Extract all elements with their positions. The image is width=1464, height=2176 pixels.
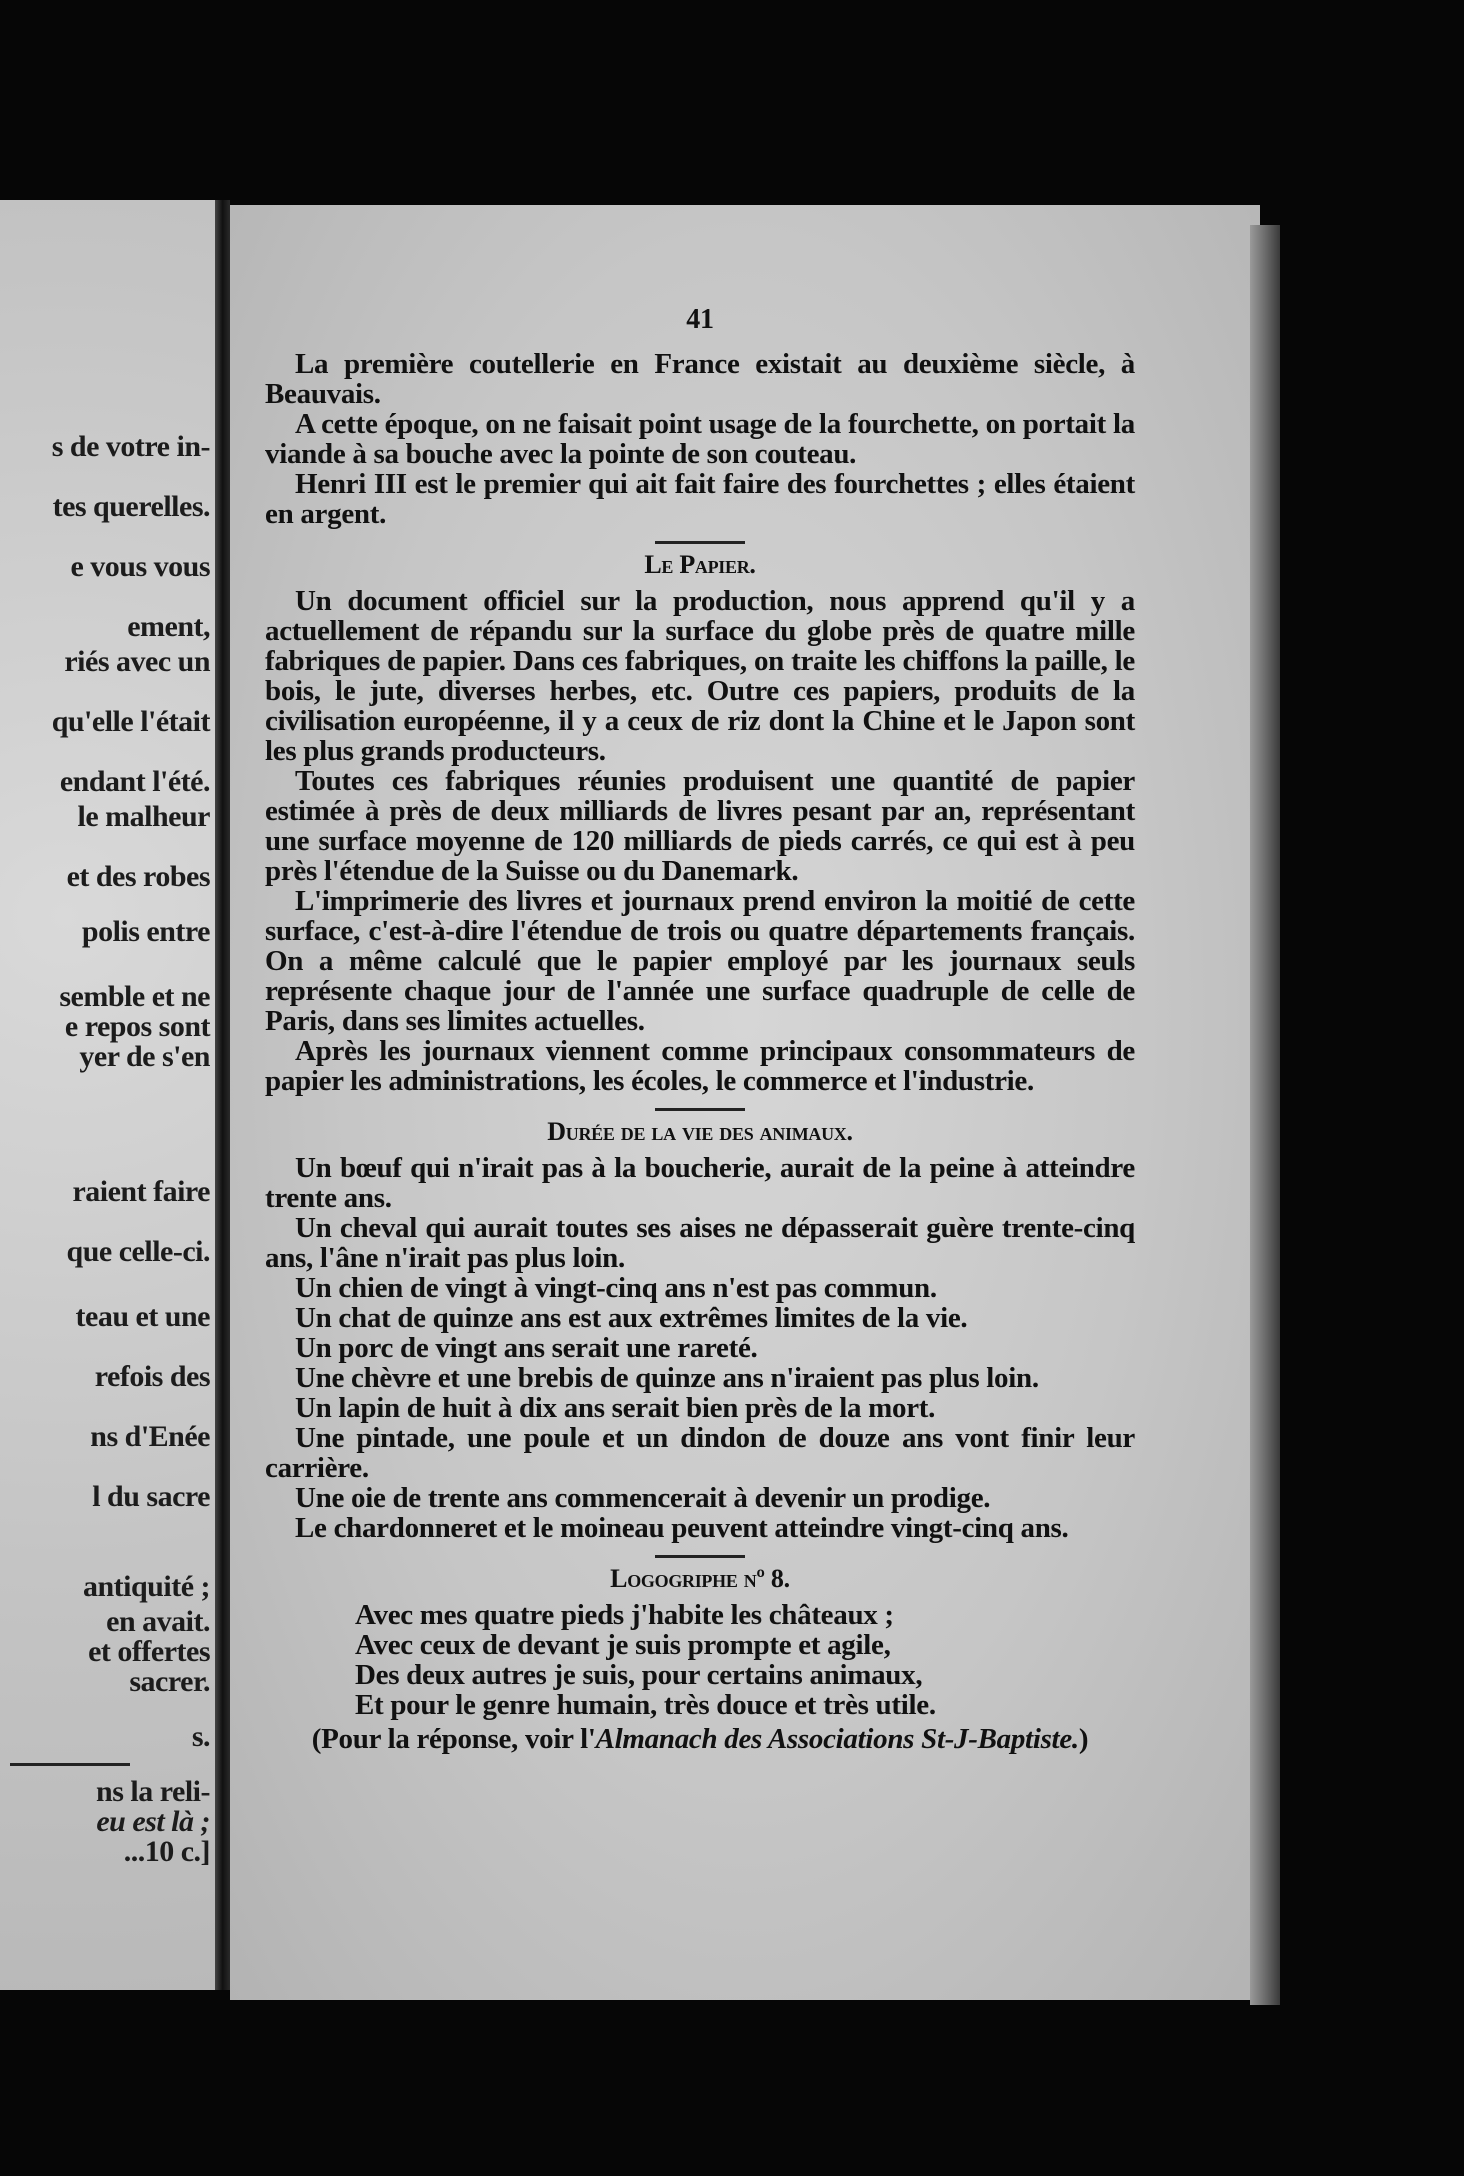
book-gutter [215,200,230,1990]
left-line: e vous vous [70,550,210,583]
left-line: tes querelles. [52,490,210,523]
paragraph: Un chat de quinze ans est aux extrêmes limites de la vie. [295,1302,968,1334]
page-edge [1250,225,1280,2005]
page-number: 41 [686,304,714,335]
poem-line: Avec ceux de devant je suis prompte et agile, [355,1629,891,1661]
left-line: teau et une [75,1300,210,1333]
left-line: l du sacre [92,1480,210,1513]
answer-reference [265,1724,1135,1754]
paragraph: Un document officiel sur la production, nous apprend qu'il y a actuellement de répandu sur la surface du globe près de quatre mille fabriques de papier. Dans ces fabriques, on traite les chiffons la paille, le bois, le jute, diverses herbes, etc. Outre ces papiers, produits de la civilisation européenne, il y a ceux de riz dont la Chine et le Japon sont les plus grands producteurs. [265,585,1135,767]
answer-prefix: (Pour la réponse, voir l' [311,1723,596,1755]
page-content [265,305,1135,1754]
left-line: yer de s'en [79,1040,210,1073]
poem-line: Et pour le genre humain, très douce et très utile. [355,1689,936,1721]
paragraph: Une chèvre et une brebis de quinze ans n'iraient pas plus loin. [295,1362,1039,1394]
left-line: en avait. [106,1605,210,1638]
paragraph: Un porc de vingt ans serait une rareté. [295,1332,758,1364]
section-title: Durée de la vie des animaux. [547,1117,853,1146]
left-line: sacrer. [129,1665,210,1698]
answer-suffix: ) [1078,1723,1089,1755]
section-rule [655,1108,745,1111]
left-line: s de votre in- [51,430,210,463]
section-rule [655,541,745,544]
poem-line: Des deux autres je suis, pour certains animaux, [355,1659,923,1691]
poem-line: Avec mes quatre pieds j'habite les châteaux ; [355,1599,894,1631]
left-line: le malheur [77,800,210,833]
left-line: polis entre [81,915,210,948]
poem [355,1600,1135,1720]
left-line: e repos sont [64,1010,210,1043]
left-line: et des robes [66,860,210,893]
section-title: Logogriphe nº 8. [610,1564,790,1593]
left-line: qu'elle l'était [51,705,210,738]
answer-title: Almanach des Associations St-J-Baptiste. [595,1723,1079,1755]
left-line: riés avec un [64,645,210,678]
paragraph: Après les journaux viennent comme principaux consommateurs de papier les administrations, les écoles, le commerce et l'industrie. [265,1035,1135,1097]
paragraph: La première coutellerie en France existait au deuxième siècle, à Beauvais. [265,348,1135,410]
left-line: ement, [127,610,210,643]
left-line: semble et ne [59,980,210,1013]
left-rule [10,1763,130,1766]
paragraph: A cette époque, on ne faisait point usage de la fourchette, on portait la viande à sa bouche avec la pointe de son couteau. [265,408,1135,470]
left-line: ...10 c.] [123,1835,210,1868]
paragraph: Un chien de vingt à vingt-cinq ans n'est pas commun. [295,1272,937,1304]
paragraph: Une pintade, une poule et un dindon de douze ans vont finir leur carrière. [265,1422,1135,1484]
left-page-fragment [0,200,215,1990]
paragraph: Un lapin de huit à dix ans serait bien près de la mort. [295,1392,936,1424]
left-line: raient faire [72,1175,210,1208]
left-line: s. [191,1720,210,1753]
paragraph: Une oie de trente ans commencerait à devenir un prodige. [295,1482,991,1514]
paragraph: Le chardonneret et le moineau peuvent atteindre vingt-cinq ans. [295,1512,1069,1544]
section-rule [655,1555,745,1558]
paragraph: Henri III est le premier qui ait fait faire des fourchettes ; elles étaient en argent. [265,468,1135,530]
left-line: ns d'Enée [90,1420,210,1453]
paragraph: Un bœuf qui n'irait pas à la boucherie, aurait de la peine à atteindre trente ans. [265,1152,1135,1214]
paragraph: Un cheval qui aurait toutes ses aises ne dépasserait guère trente-cinq ans, l'âne n'irait pas plus loin. [265,1212,1135,1274]
paragraph: L'imprimerie des livres et journaux prend environ la moitié de cette surface, c'est-à-dire l'étendue de trois ou quatre départements français. On a même calculé que le papier employé par les journaux seuls représente chaque jour de l'année une surface quadruple de celle de Paris, dans ses limites actuelles. [265,885,1135,1037]
left-line: refois des [94,1360,210,1393]
paragraph: Toutes ces fabriques réunies produisent une quantité de papier estimée à près de deux milliards de livres pesant par an, représentant une surface moyenne de 120 milliards de pieds carrés, ce qui est à peu près l'étendue de la Suisse ou du Danemark. [265,765,1135,887]
left-line: ns la reli- [96,1775,210,1808]
left-line: eu est là ; [96,1805,210,1838]
section-title: Le Papier. [644,550,756,579]
left-line: et offertes [88,1635,210,1668]
left-line: que celle-ci. [66,1235,210,1268]
left-line: endant l'été. [59,765,210,798]
left-line: antiquité ; [82,1570,210,1603]
